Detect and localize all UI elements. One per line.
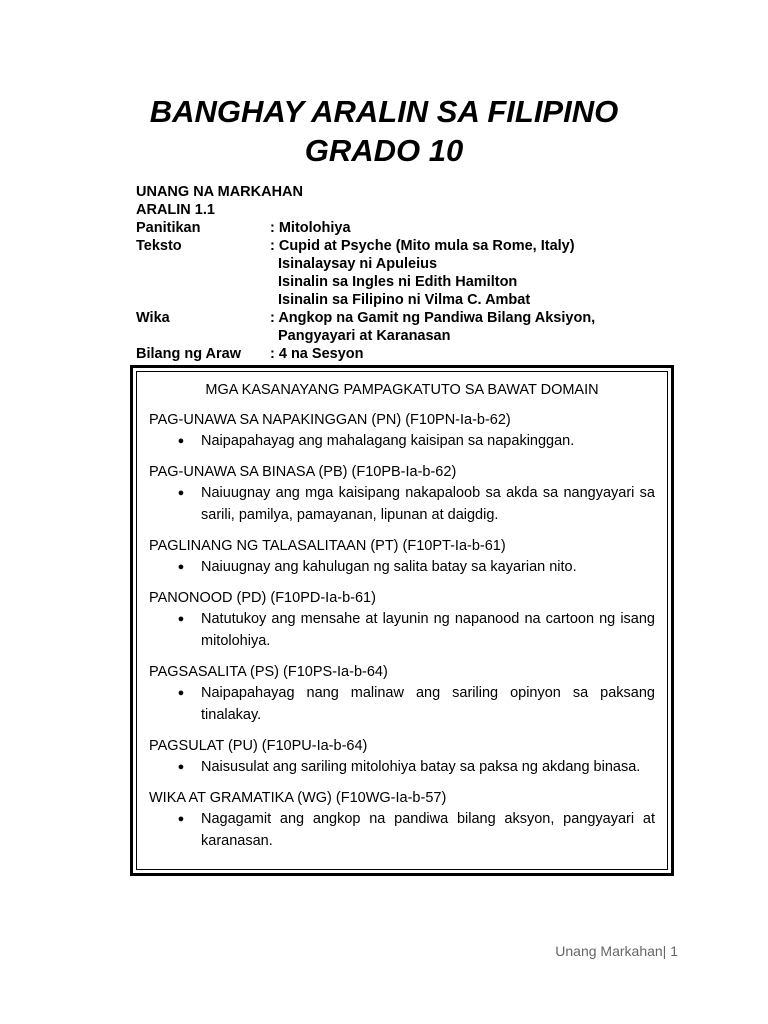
bullet-icon: ● [177, 761, 185, 773]
competencies-heading: MGA KASANAYANG PAMPAGKATUTO SA BAWAT DOMAIN [205, 382, 599, 398]
teksto-english-translator: Isinalin sa Ingles ni Edith Hamilton [278, 274, 518, 290]
domain-item [149, 462, 655, 526]
domain-title: WIKA AT GRAMATIKA (WG) (F10WG-Ia-b-57) [149, 790, 447, 806]
lesson-label: ARALIN 1.1 [136, 202, 215, 218]
domain-title: PAG-UNAWA SA BINASA (PB) (F10PB-Ia-b-62) [149, 464, 457, 480]
competency-text: Naipapahayag nang malinaw ang sariling opinyon sa paksang tinalakay. [201, 685, 655, 723]
competencies-box [130, 365, 674, 876]
competency-text: Natutukoy ang mensahe at layunin ng napanood na cartoon ng isang mitolohiya. [201, 611, 655, 649]
domain-title: PAGSASALITA (PS) (F10PS-Ia-b-64) [149, 664, 388, 680]
bilang-label: Bilang ng Araw [136, 346, 241, 362]
bullet-icon: ● [177, 813, 185, 825]
wika-value: : Angkop na Gamit ng Pandiwa Bilang Aksiyon, [270, 310, 596, 326]
teksto-narrator: Isinalaysay ni Apuleius [278, 256, 438, 272]
quarter-heading [136, 183, 696, 201]
domain-list [149, 410, 655, 862]
competency-text: Naisusulat ang sariling mitolohiya batay sa paksa ng akdang binasa. [201, 759, 641, 775]
bullet-icon: ● [177, 613, 185, 625]
panitikan-row [136, 219, 696, 237]
teksto-filipino-translator: Isinalin sa Filipino ni Vilma C. Ambat [278, 292, 531, 308]
bilang-row [136, 345, 696, 363]
competency-text: Naiuugnay ang mga kaisipang nakapaloob sa akda sa nangyayari sa sarili, pamilya, pamayanan, lipunan at daigdig. [201, 485, 655, 523]
domain-competency [149, 808, 655, 852]
domain-item [149, 536, 655, 578]
bilang-value: : 4 na Sesyon [270, 346, 364, 362]
domain-competency [149, 482, 655, 526]
document-title: BANGHAY ARALIN SA FILIPINO [149, 94, 619, 129]
domain-item [149, 736, 655, 778]
wika-row [136, 309, 696, 327]
teksto-label: Teksto [136, 238, 182, 254]
domain-item [149, 788, 655, 852]
panitikan-value: : Mitolohiya [270, 220, 351, 236]
domain-item [149, 588, 655, 652]
domain-competency [149, 756, 655, 778]
document-subtitle-grade: GRADO 10 [304, 133, 464, 168]
competencies-box-inner-border [136, 371, 668, 870]
wika-value-continued: Pangyayari at Karanasan [278, 328, 451, 344]
quarter-label: UNANG NA MARKAHAN [136, 184, 304, 200]
competency-text: Naipapahayag ang mahalagang kaisipan sa napakinggan. [201, 433, 575, 449]
domain-item [149, 662, 655, 726]
domain-competency [149, 556, 655, 578]
domain-title: PAGSULAT (PU) (F10PU-Ia-b-64) [149, 738, 368, 754]
panitikan-label: Panitikan [136, 220, 201, 236]
bullet-icon: ● [177, 435, 185, 447]
bullet-icon: ● [177, 561, 185, 573]
teksto-value: : Cupid at Psyche (Mito mula sa Rome, Italy) [270, 238, 575, 254]
lesson-heading [136, 201, 696, 219]
domain-item [149, 410, 655, 452]
domain-competency [149, 608, 655, 652]
domain-competency [149, 682, 655, 726]
competency-text: Nagagamit ang angkop na pandiwa bilang aksyon, pangyayari at karanasan. [201, 811, 655, 849]
teksto-row [136, 237, 696, 255]
bullet-icon: ● [177, 487, 185, 499]
lesson-info [136, 183, 696, 363]
domain-title: PAGLINANG NG TALASALITAAN (PT) (F10PT-Ia-b-61) [149, 538, 506, 554]
domain-title: PANONOOD (PD) (F10PD-Ia-b-61) [149, 590, 376, 606]
bullet-icon: ● [177, 687, 185, 699]
domain-competency [149, 430, 655, 452]
domain-title: PAG-UNAWA SA NAPAKINGGAN (PN) (F10PN-Ia-b-62) [149, 412, 511, 428]
wika-label: Wika [136, 310, 170, 326]
competency-text: Naiuugnay ang kahulugan ng salita batay sa kayarian nito. [201, 559, 577, 575]
page-footer: Unang Markahan| 1 [555, 943, 678, 959]
